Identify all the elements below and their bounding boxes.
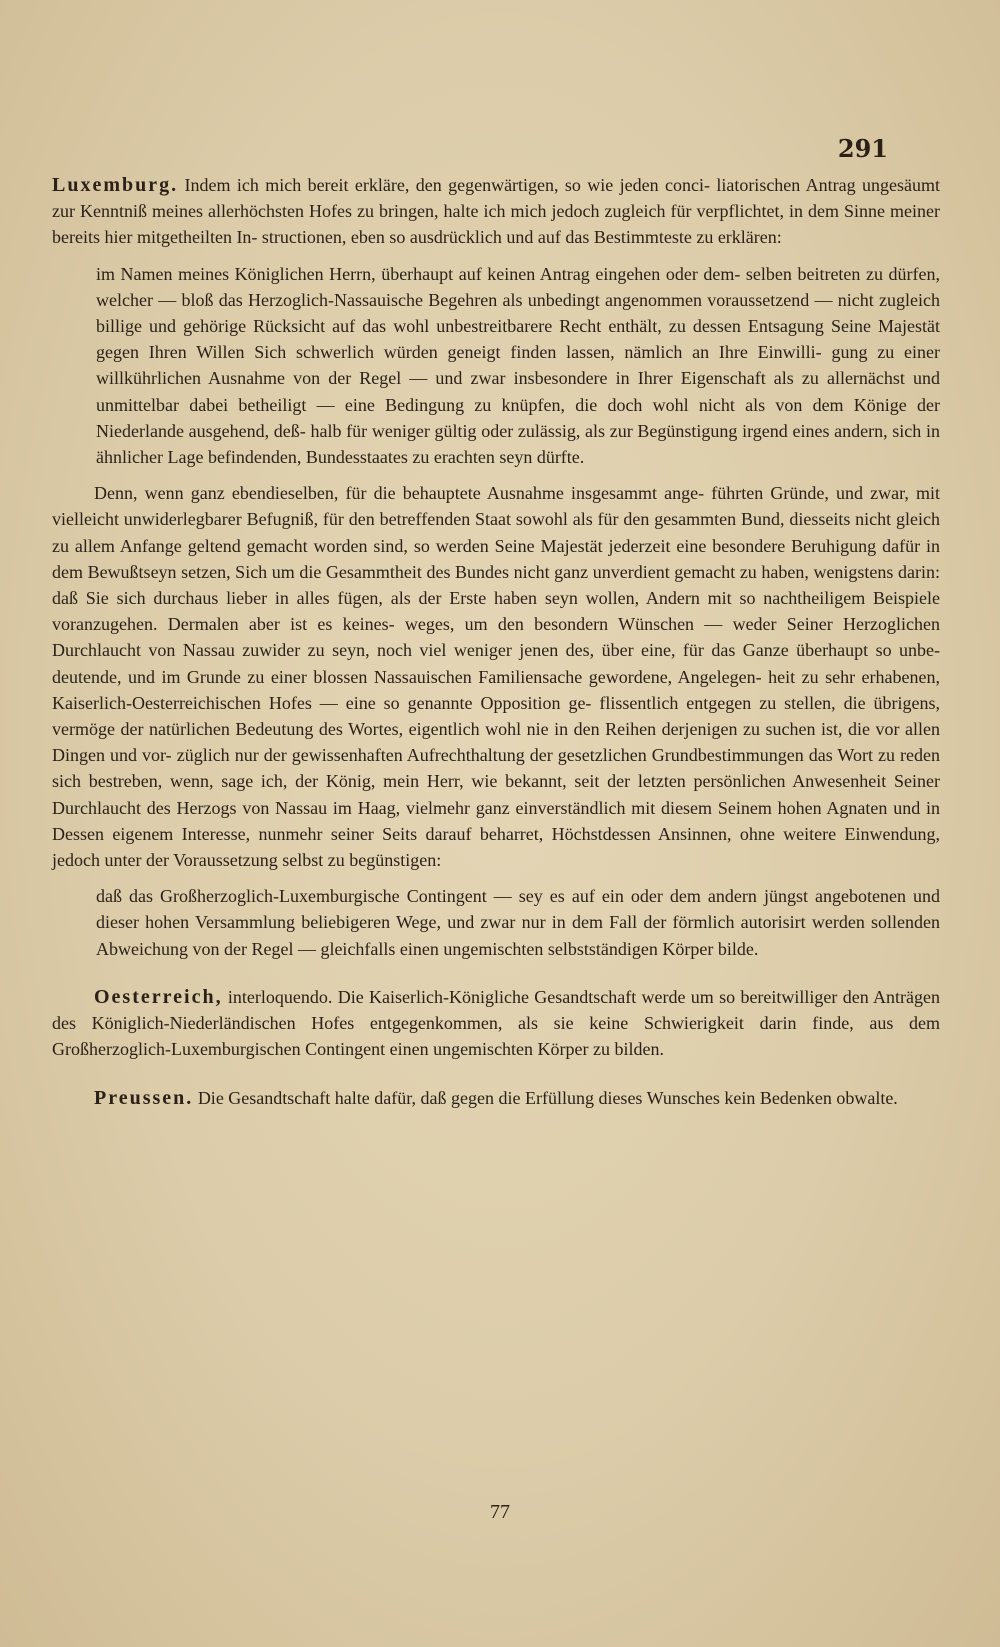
paragraph-instruction: im Namen meines Königlichen Herrn, überhaupt auf keinen Antrag eingehen oder dem- selben beitreten zu dürfen, welcher — bloß das Herzoglich-Nassauische Begehren als unbedingt angenommen voraussetzend — nicht zugleich billige und gehörige Rücksicht auf das wohl unbestreitbarere Recht enthält, zu dessen Entsagung Seine Majestät gegen Ihren Willen Sich schwerlich würden geneigt finden lassen, nämlich an Ihre Einwilli- gung zu einer willkührlichen Ausnahme von der Regel — und zwar insbesondere in Ihrer Eigenschaft als zu allernächst und unmittelbar dabei betheiligt — eine Bedingung zu knüpfen, die doch wohl nicht als von dem Könige der Niederlande ausgehend, deß- halb für weniger gültig oder zulässig, als zur Begünstigung irgend eines andern, sich in ähnlicher Lage befindenden, Bundesstaates zu erachten seyn dürfte. <box>96 263 940 468</box>
speaker-luxemburg: Luxemburg. <box>52 174 179 196</box>
speaker-preussen: Preussen. <box>94 1086 194 1109</box>
paragraph-luxemburg-text: Indem ich mich bereit erkläre, den gegenwärtigen, so wie jeden conci- liatorischen Antrag ungesäumt zur Kenntniß meines allerhöchsten Hofes zu bringen, halte ich mich jedoch zugleich für verpflichtet, in dem Sinne meiner bereits hier mitgetheilten In- structionen, eben so ausdrücklich und auf das Bestimmteste zu erklären: <box>52 175 941 248</box>
paragraph-preussen <box>52 1085 940 1111</box>
paragraph-oesterreich <box>52 984 940 1063</box>
signature-mark: 77 <box>490 1501 510 1523</box>
paragraph-denn: Denn, wenn ganz ebendieselben, für die behauptete Ausnahme insgesammt ange- führten Gründe, und zwar, mit vielleicht unwiderlegbarer Befugniß, für den betreffenden Staat sowohl als für den gesammten Bund, diesseits nicht gleich zu allem Anfange geltend gemacht worden sind, so werden Seine Majestät jederzeit eine besondere Beruhigung dafür in dem Bewußtseyn setzen, Sich um die Gesammtheit des Bundes nicht ganz unverdient gemacht zu haben, wenigstens darin: daß Sie sich durchaus lieber in alles fügen, als der Erste haben seyn wollen, Andern mit so nachtheiligem Beispiele voranzugehen. Dermalen aber ist es keines- weges, um den besondern Wünschen — weder Seiner Herzoglichen Durchlaucht von Nassau zuwider zu seyn, noch viel weniger jenen des, über eine, für das Ganze überhaupt so unbe- deutende, und im Grunde zu einer blossen Nassauischen Familiensache gewordene, Angelegen- heit zu sehr erhabenen, Kaiserlich-Oesterreichischen Hofes — eine so genannte Opposition ge- flissentlich entgegen zu stellen, die übrigens, vermöge der natürlichen Bedeutung des Wortes, eigentlich wohl nie in den Reihen derjenigen zu suchen ist, die vor allen Dingen und vor- züglich nur der gewissenhaften Aufrechthaltung der gesetzlichen Grundbestimmungen das Wort zu reden sich bestreben, wenn, sage ich, der König, mein Herr, wie bekannt, seit der letzten persönlichen Anwesenheit Seiner Durchlaucht des Herzogs von Nassau im Haag, vielmehr ganz einverständlich mit diesem Seinem hohen Agnaten und in Dessen eigenem Interesse, nunmehr seiner Seits darauf beharret, Höchstdessen Ansinnen, ohne weitere Einwendung, jedoch unter der Voraussetzung selbst zu begünstigen: <box>52 483 940 871</box>
paragraph-luxemburg <box>52 172 940 251</box>
speaker-oesterreich: Oesterreich, <box>94 985 223 1008</box>
paragraph-oesterreich-text: interloquendo. Die Kaiserlich-Königliche Gesandtschaft werde um so bereitwilliger den Anträgen des Königlich-Niederländischen Hofes entgegenkommen, als sie keine Schwierigkeit darin finde, aus dem Großherzoglich-Luxemburgischen Contingent einen ungemischten Körper zu bilden. <box>52 986 940 1060</box>
page-number: 291 <box>837 134 888 163</box>
paragraph-contingent: daß das Großherzoglich-Luxemburgische Contingent — sey es auf ein oder dem andern jüngst angebotenen und dieser hohen Versammlung beliebigeren Wege, und zwar nur in dem Fall der förmlich autorisirt werden sollenden Abweichung von der Regel — gleichfalls einen ungemischten selbstständigen Körper bilde. <box>96 886 940 959</box>
paragraph-preussen-text: Die Gesandtschaft halte dafür, daß gegen die Erfüllung dieses Wunsches kein Bedenken obwalte. <box>197 1087 898 1108</box>
body-text <box>52 172 940 1111</box>
